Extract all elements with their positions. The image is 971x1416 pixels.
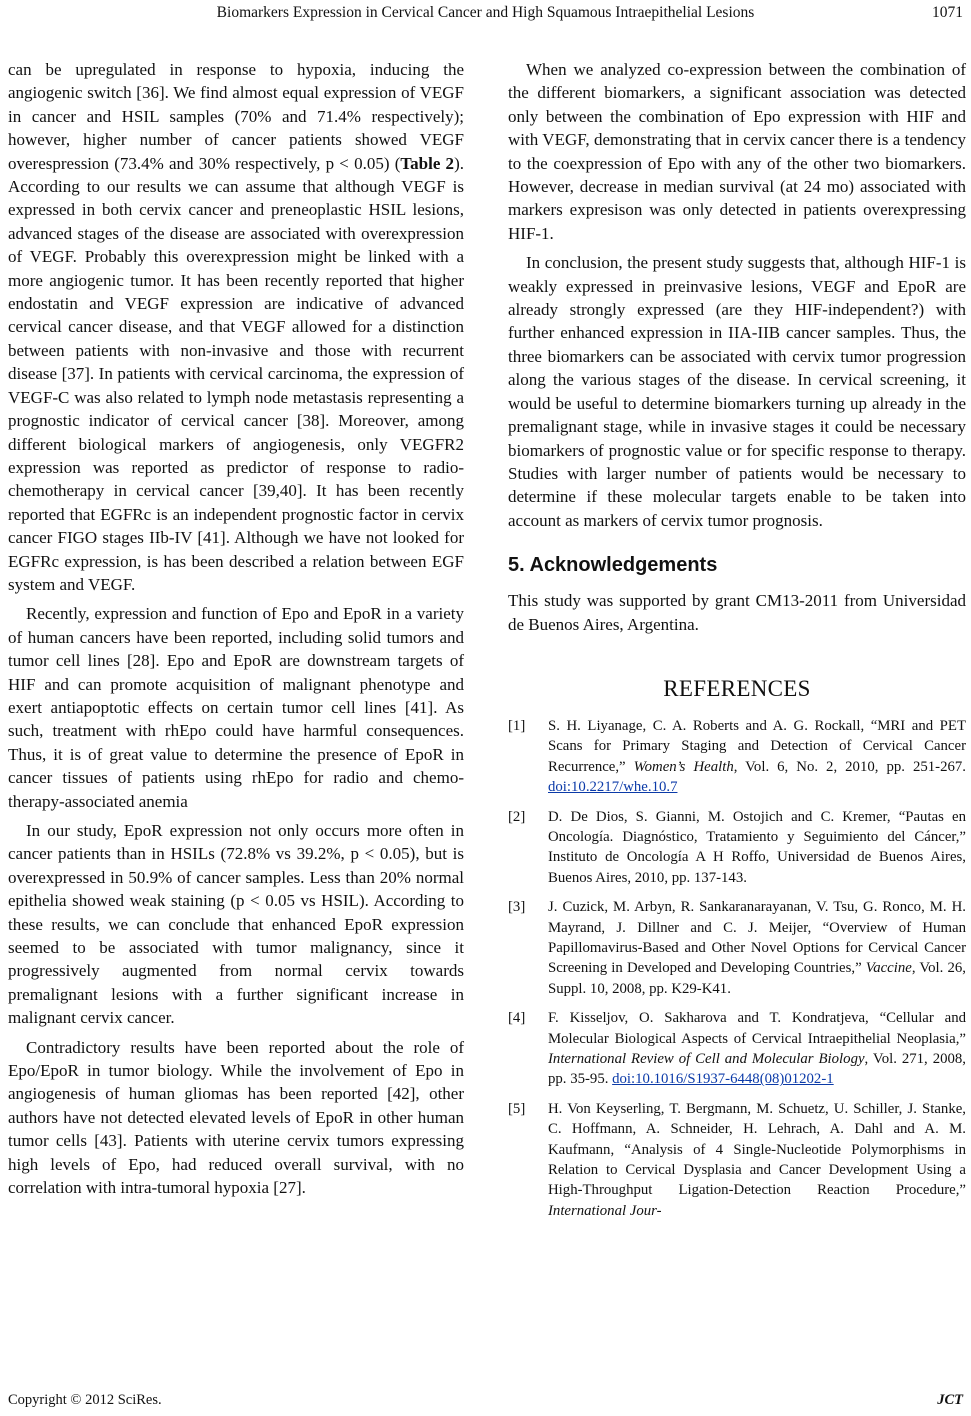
page-number: 1071: [932, 4, 963, 21]
acknowledgements-text: This study was supported by grant CM13-2011 from Universidad de Buenos Aires, Argentina.: [508, 591, 966, 634]
doi-link[interactable]: doi:10.2217/whe.10.7: [548, 779, 678, 796]
table-reference: Table 2: [400, 153, 455, 173]
journal-abbrev: JCT: [937, 1392, 963, 1408]
references-heading: REFERENCES: [663, 675, 811, 701]
reference-text: J. Cuzick, M. Arbyn, R. Sankaranarayanan, V. Tsu, G. Ronco, M. H. Mayrand, J. Dillner and C. J. Meijer, “Overview of Human Papillomavirus-Based and Other Novel Options for Cervical Cancer Screening in Developed and Developing Countries,” Vaccine, Vol. 26, Suppl. 10, 2008, pp. K29-K41.: [548, 899, 966, 997]
paragraph: Contradictory results have been reported about the role of Epo/EpoR in tumor biology. While the involvement of Epo in angiogenesis of human gliomas has been reported [42], other authors have not detected elevated levels of EpoR in other human tumor cells [43]. Patients with uterine cervix tumors expressing high levels of Epo, had reduced overall survival, with no correlation with intra-tumoral hypoxia [27].: [8, 1037, 464, 1198]
reference-text: H. Von Keyserling, T. Bergmann, M. Schuetz, U. Schiller, J. Stanke, C. Hoffmann, A. Schneider, H. Lehrach, A. Dahl and A. M. Kaufmann, “Analysis of 4 Single-Nucleotide Polymorphisms in Relation to Cervical Dysplasia and Cancer Development Using a High-Throughput Ligation-Detection Reaction Procedure,” International Jour-: [548, 1100, 966, 1219]
running-title: Biomarkers Expression in Cervical Cancer and High Squamous Intraepithelial Lesions: [216, 4, 755, 21]
paragraph: In conclusion, the present study suggests that, although HIF-1 is weakly expressed in preinvasive lesions, VEGF and EpoR are already strongly expressed (are they HIF-independent?) with further enhanced expression in IIA-IIB cancer samples. Thus, the three biomarkers can be associated with cervix tumor progression along the various stages of the disease. In cervical screening, it would be useful to determine biomarkers turning up already in the premalignant stage, while in invasive stages it could be necessary biomarkers of prognostic value or for specific response to therapy. Studies with larger number of patients would be necessary to determine if these molecular targets enable to be taken into account as markers of cervix tumor prognosis.: [508, 253, 966, 530]
reference-item: [508, 1008, 966, 1090]
acknowledgements-heading: 5. Acknowledgements: [508, 554, 718, 577]
reference-number: [1]: [508, 717, 526, 734]
reference-text: F. Kisseljov, O. Sakharova and T. Kondratjeva, “Cellular and Molecular Biological Aspects of Cervical Intraepithelial Neoplasia,” International Review of Cell and Molecular Biology, Vol. 271, 2008, pp. 35-95. doi:10.1016/S1937-6448(08)01202-1: [548, 1010, 966, 1088]
reference-item: [508, 807, 966, 889]
running-header: [0, 4, 971, 26]
reference-item: [508, 716, 966, 798]
reference-text: D. De Dios, S. Gianni, M. Ostojich and C. Kremer, “Pautas en Oncología. Diagnóstico, Tratamiento y Seguimiento del Cáncer,” Instituto de Oncología A H Roffo, Universidad de Buenos Aires, Buenos Aires, 2010, pp. 137-143.: [548, 808, 966, 886]
reference-number: [5]: [508, 1100, 526, 1117]
reference-item: [508, 897, 966, 999]
reference-item: [508, 1099, 966, 1221]
reference-number: [4]: [508, 1010, 526, 1027]
reference-text: S. H. Liyanage, C. A. Roberts and A. G. Rockall, “MRI and PET Scans for Primary Staging and Detection of Cervical Cancer Recurrence,” Women’s Health, Vol. 6, No. 2, 2010, pp. 251-267. doi:10.2217/whe.10.7: [548, 717, 966, 796]
doi-link[interactable]: doi:10.1016/S1937-6448(08)01202-1: [612, 1071, 834, 1088]
left-column: [8, 58, 464, 1200]
paragraph: When we analyzed co-expression between the combination of the different biomarkers, a significant association was detected only between the combination of Epo expression with HIF and with VEGF, demonstrating that in cervix cancer there is a tendency to the coexpression of Epo with any of the other two biomarkers. However, decrease in median survival (at 24 mo) associated with markers expresison was only detected in patients overexpressing HIF-1.: [508, 60, 966, 243]
reference-list: [508, 716, 966, 1221]
paragraph: In our study, EpoR expression not only occurs more often in cancer patients than in HSILs (72.8% vs 39.2%, p < 0.05), but is overexpressed in 50.9% of cancer samples. Less than 20% normal epithelia showed weak staining (p < 0.05 vs HSIL). According to these results, we can conclude that enhanced EpoR expression seemed to be associated with tumor malignancy, since it progressively augmented from normal cervix towards premalignant lesions with a further significant increase in malignant cervix cancer.: [8, 821, 464, 1028]
right-column: [508, 58, 966, 1230]
copyright: Copyright © 2012 SciRes.: [8, 1392, 162, 1408]
reference-number: [2]: [508, 808, 526, 825]
paragraph: can be upregulated in response to hypoxia, inducing the angiogenic switch [36]. We find almost equal expression of VEGF in cancer and HSIL samples (70% and 71.4% respectively); however, higher number of cancer patients showed VEGF overespression (73.4% and 30% respectively, p < 0.05) (Table 2). According to our results we can assume that although VEGF is expressed in both cervix cancer and preneoplastic HSIL lesions, advanced stages of the disease are associated with overexpression of VEGF. Probably this overexpression might be linked with a more angiogenic tumor. It has been recently reported that higher endostatin and VEGF expression are indicative of advanced cervical cancer disease, and that VEGF allowed for a distinction between patients with non-invasive and those with recurrent disease [37]. In patients with cervical carcinoma, the expression of VEGF-C was also related to lymph node metastasis representing a prognostic indicator of cervical cancer [38]. Moreover, among different biological markers of angiogenesis, only VEGFR2 expression was reported as predictor of response to radio-chemotherapy in cervical cancer [39,40]. It has been recently reported that EGFRc is an independent prognostic factor in cervix cancer FIGO stages IIb-IV [41]. Although we have not looked for EGFRc expression, is has been described a relation between EGF system and VEGF.: [8, 60, 464, 594]
paragraph: Recently, expression and function of Epo and EpoR in a variety of human cancers have been reported, including solid tumors and tumor cell lines [28]. Epo and EpoR are downstream targets of HIF and can promote acquisition of malignant phenotype and exert antiapoptotic effects on certain tumor cell lines [41]. As such, treatment with rhEpo could have harmful consequences. Thus, it is of great value to determine the presence of EpoR in cancer tissues of patients using rhEpo for radio and chemo-therapy-associated anemia: [8, 604, 464, 811]
reference-number: [3]: [508, 899, 526, 916]
